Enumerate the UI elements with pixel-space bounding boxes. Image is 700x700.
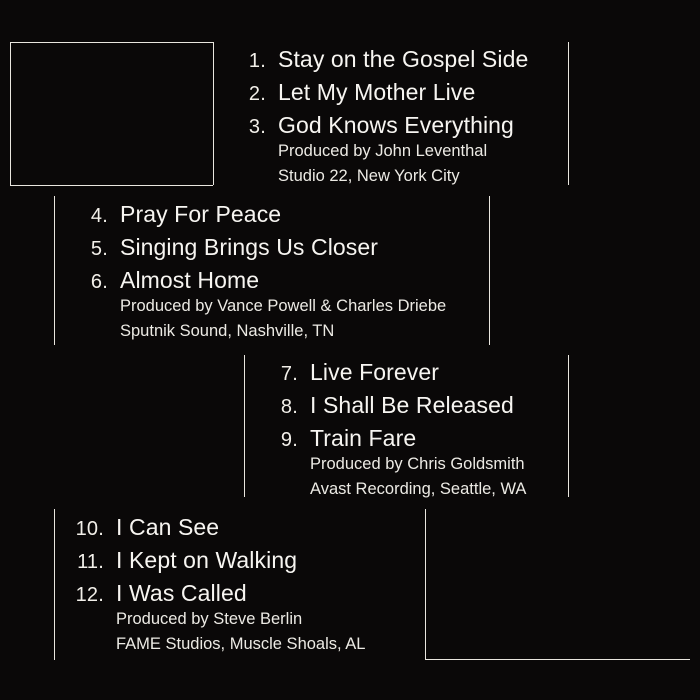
track-number: 7.: [280, 363, 298, 385]
group-3-left-bracket: [244, 355, 245, 497]
group-3-right-bracket: [568, 355, 569, 497]
credit-producer: Produced by Vance Powell & Charles Driebe: [120, 297, 447, 315]
track-title: Stay on the Gospel Side: [278, 46, 529, 72]
track-row: [226, 112, 528, 139]
track-title: Live Forever: [310, 359, 440, 385]
track-number: 12.: [75, 584, 104, 606]
track-title: Almost Home: [120, 267, 260, 293]
track-title: God Knows Everything: [278, 112, 514, 138]
track-number: 6.: [90, 271, 108, 293]
track-number: 9.: [280, 429, 298, 451]
credit-studio: FAME Studios, Muscle Shoals, AL: [116, 634, 366, 653]
group-4: [64, 512, 365, 657]
track-row: [226, 46, 528, 73]
group-1-top-rule: [10, 42, 213, 43]
track-row: [64, 514, 365, 541]
group-4-left-bracket: [54, 509, 55, 660]
credit-studio: Sputnik Sound, Nashville, TN: [120, 321, 335, 340]
track-row: [64, 547, 365, 574]
group-2-left-bracket: [54, 196, 55, 345]
credit-producer: Produced by John Leventhal: [278, 142, 488, 160]
track-row: [68, 234, 446, 261]
track-title: Train Fare: [310, 425, 417, 451]
credit-producer: Produced by Steve Berlin: [116, 610, 303, 628]
track-number: 3.: [248, 116, 266, 138]
track-number: 11.: [77, 551, 104, 573]
track-row: [258, 425, 526, 452]
group-4-right-bracket: [425, 509, 426, 660]
track-title: I Shall Be Released: [310, 392, 514, 418]
track-title: I Can See: [116, 514, 220, 540]
group-1-inner-left-bracket: [213, 42, 214, 185]
track-title: Pray For Peace: [120, 201, 282, 227]
credit-producer: Produced by Chris Goldsmith: [310, 455, 525, 473]
track-title: I Was Called: [116, 580, 247, 606]
group-1: [226, 44, 528, 189]
track-row: [258, 359, 526, 386]
group-2-right-bracket: [489, 196, 490, 345]
credit-studio: Avast Recording, Seattle, WA: [310, 479, 527, 498]
group-1-right-bracket: [568, 42, 569, 185]
track-row: [258, 392, 526, 419]
group-4-bottom-rule: [425, 659, 690, 660]
track-number: 2.: [248, 83, 266, 105]
track-title: Let My Mother Live: [278, 79, 476, 105]
credit-studio: Studio 22, New York City: [278, 166, 460, 185]
track-row: [64, 580, 365, 607]
track-title: Singing Brings Us Closer: [120, 234, 379, 260]
group-3: [258, 357, 526, 502]
track-title: I Kept on Walking: [116, 547, 298, 573]
track-number: 10.: [75, 518, 104, 540]
track-number: 5.: [90, 238, 108, 260]
group-1-left-bracket: [10, 42, 11, 185]
group-1-bottom-rule: [10, 185, 213, 186]
group-2: [68, 199, 446, 344]
track-number: 1.: [248, 50, 266, 72]
track-number: 8.: [280, 396, 298, 418]
track-row: [226, 79, 528, 106]
track-row: [68, 267, 446, 294]
track-number: 4.: [90, 205, 108, 227]
track-row: [68, 201, 446, 228]
